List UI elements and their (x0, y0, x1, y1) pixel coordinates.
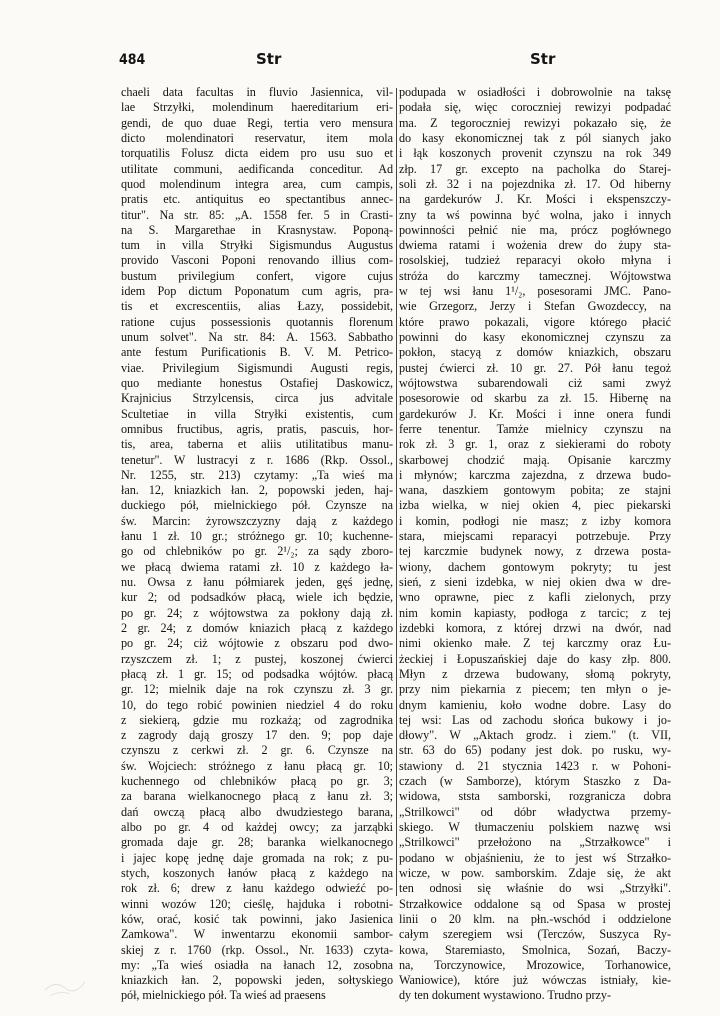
text-line: przy nim piekarnia z piecem; ten młyn o je- (399, 682, 671, 697)
text-line: tenetur". W lustracyi z r. 1686 (Rkp. Ossol., (121, 452, 393, 467)
text-line: w tej wsi łanu 1¹/₂, posesorami JMC. Pano- (399, 284, 671, 299)
right-text-column (399, 85, 671, 1004)
text-line: wana, daszkiem gontowym pobita; ze stajni (399, 483, 671, 498)
text-line: posesorowie od skarbu za zł. 15. Hibernę na (399, 391, 671, 406)
text-line: pratis etc. antiquitus eo spectantibus annec- (121, 192, 393, 207)
text-line: ków, orać, kosić tak powinni, jako Jasienica (121, 911, 393, 926)
text-line: gr. 12; mielnik daje na rok czynszu zł. 3 gr. (121, 682, 393, 697)
text-line: dy ten dokument wystawiono. Trudno przy- (399, 988, 611, 1003)
margin-smudge-mark (40, 960, 100, 1000)
text-line: stawiony d. 21 stycznia 1423 r. w Pohoni- (399, 758, 671, 773)
text-line: św. Wojciech: stróżnego z łanu płacą gr. 10; (121, 758, 393, 773)
text-line: nu. Owsa z łanu półmiarek jeden, gęś jednę, (121, 575, 393, 589)
text-line: żeckiej i Łopuszańskiej daje do kasy złp. 800. (399, 651, 671, 666)
text-line: tum in villa Stryłki Sigismundus Augustus (121, 238, 393, 253)
text-line: tis, area, taberna et aliis utilitatibus manu- (121, 437, 393, 452)
text-line: Strzałkowice oddalone są od Spasa w prostej (399, 896, 671, 911)
text-line: pustej ćwierci zł. 10 gr. 27. Pół łanu tegoż (399, 360, 671, 375)
text-line: bustum privilegium confert, vigore cujus (121, 268, 393, 283)
text-line: ten odnosi się właśnie do wsi „Strzyłki". (399, 881, 671, 896)
text-line: Scultetiae in villa Stryłki existentis, cum (121, 406, 393, 421)
text-line: my: „Ta wieś osiadła na łanach 12, zosobna (121, 957, 393, 972)
text-line: i jajec kopę jednę daje gromada na rok; z pu- (121, 850, 393, 865)
text-line: „Strilkowci" od dóbr władyctwa przemy- (399, 804, 671, 819)
page-number: 484 (119, 52, 146, 68)
text-line: dań owczą płacą albo dwudziestego barana, (121, 804, 393, 819)
text-line: i komin, podłogi nie masz; z izby komora (399, 513, 671, 528)
column-divider (396, 88, 397, 896)
text-line: izba wielka, w niej okien 4, piec piekarski (399, 498, 671, 513)
text-line: dnym kamieniu, koło wodne dobre. Lasy do (399, 697, 671, 712)
text-line: św. Marcin: żyrowszczyzny dają z każdego (121, 513, 393, 528)
text-line: po gr. 24; z wójtowstwa za pokłony dają zł. (121, 605, 393, 620)
text-line: z siekierą, gdzie mu rozkażą; od zagrodnika (121, 712, 393, 727)
text-line: do kasy ekonomicznej tak z pól sianych jako (399, 130, 671, 145)
text-line: kowa, Staremiasto, Smolnica, Sozań, Baczy- (399, 942, 671, 957)
text-line: nimi okienko małe. Z tej karczmy oraz Łu- (399, 636, 671, 651)
text-line: ante festum Purificationis B. V. M. Petrico- (121, 345, 393, 360)
text-line: Waniowice), które już wówczas istniały, kie- (399, 973, 671, 988)
text-line: ma. Z tegoroczniej rewizyi pokazało się, że (399, 115, 671, 130)
text-line: które prawo pokazali, vigore którego płacić (399, 314, 671, 329)
text-line: go od chlebników po gr. 2¹/₂; za sądy zboro- (121, 544, 393, 559)
text-line: na gardekurów J. Kr. Mości i ekspenszczy- (399, 192, 671, 207)
text-line: wicze, w pow. samborskim. Zdaje się, że akt (399, 865, 671, 880)
text-line: złp. 17 gr. excepto na pacholka do Starej- (399, 161, 671, 176)
text-line: chaeli data facultas in fluvio Jasiennica, vil- (121, 85, 393, 99)
text-line: tej wsi: Las od zachodu słońca bukowy i jo- (399, 712, 671, 727)
text-line: tis et excrescentiis, alias Łazy, possidebit, (121, 299, 393, 314)
text-line: 10, do tego robić powinien niedziel 4 do roku (121, 697, 393, 712)
text-line: i łąk koszonych provenit czynszu na rok 349 (399, 146, 671, 161)
text-line: pół, mielnickiego pół. Ta wieś ad praesens (121, 988, 326, 1003)
text-line: na S. Margarethae in Krasnystaw. Poponą- (121, 222, 393, 237)
text-line: stróża do karczmy tamecznej. Wójtowstwa (399, 268, 671, 283)
text-line: unum solvet". Na str. 84: A. 1563. Sabbatho (121, 330, 393, 344)
text-line: kur 2; od podsadków płacą, wiele ich będzie, (121, 590, 393, 605)
text-line: stych, koszonych łanów płacą z każdego na (121, 865, 393, 880)
text-line: gendi, de quo duae Regi, tertia vero mensura (121, 115, 393, 130)
text-line: kniazkich łan. 2, popowski jeden, sołtyskiego (121, 973, 393, 988)
text-line: str. 63 do 65) podany jest dok. po rusku, wy- (399, 743, 671, 758)
text-line: i młynów; karczma zajezdna, z drzewa budo- (399, 467, 671, 482)
text-line: quod molendinum integra area, cum campis, (121, 176, 393, 191)
text-line: tej karczmie budynek nowy, z drzewa posta- (399, 544, 671, 559)
text-line: Młyn z drzewa budowany, słomą pokryty, (399, 666, 671, 681)
text-line: wie Grzegorz, Jerzy i Stefan Gwozdeccy, na (399, 299, 671, 314)
text-line: na, Torczynowice, Mrozowice, Torhanowice, (399, 957, 671, 972)
text-line: podała się, więc coroczniej rewizyi podpadać (399, 100, 671, 115)
text-line: we płacą dwiema ratami zł. 10 z każdego ła- (121, 559, 393, 574)
text-line: titur". Na str. 85: „A. 1558 fer. 5 in Crasti- (121, 207, 393, 222)
text-line: „Strilkowci" przełożono na „Strzałkowce" i (399, 835, 671, 850)
text-line: ratione cujus possessionis quotannis florenum (121, 314, 393, 329)
text-line: gardekurów J. Kr. Mości i inne onera fundi (399, 406, 671, 421)
text-line: omnibus fructibus, agris, pratis, pascuis, hor- (121, 421, 393, 436)
text-line: rzyszczem zł. 1; z pustej, koszonej ćwierci (121, 651, 393, 666)
text-line: sień, z sieni izdebka, w niej okien dwa w dre- (399, 575, 671, 589)
text-line: za barana wielkanocnego płacą z łanu zł. 3; (121, 789, 393, 804)
running-title-left: Str (256, 50, 282, 68)
text-line: torquatilis Folusz dicta eidem pro usu suo et (121, 146, 393, 161)
text-line: ferre tenentur. Tamże mielnicy czynszu na (399, 421, 671, 436)
text-line: łanu 1 zł. 10 gr.; stróżnego gr. 10; kuchenne- (121, 529, 393, 544)
text-line: rok zł. 6; drew z łanu każdego odwieźć po- (121, 881, 393, 896)
text-line: skarbowej chodzić mają. Opisanie karczmy (399, 452, 671, 467)
text-line: lae Strzyłki, molendinum haereditarium eri- (121, 100, 393, 115)
text-line: płacą zł. 1 gr. 15; od podsadka wójtów. płacą (121, 666, 393, 681)
text-line: całym szeregiem wsi (Terczów, Suszyca Ry- (399, 927, 671, 942)
text-line: soli zł. 32 i na pojezdnika zł. 17. Od hiberny (399, 176, 671, 191)
text-line: z zagrody dają groszy 17 den. 9; pop daje (121, 728, 393, 743)
text-line: zny ta wś powinna być wolna, jako i innych (399, 207, 671, 222)
text-line: dicto molendinatori reservatur, item mola (121, 130, 393, 145)
text-line: winni wozów 120; cieślę, hajduka i robotni- (121, 896, 393, 911)
text-line: czach (w Samborze), którym Staszko z Da- (399, 774, 671, 789)
text-line: pokłon, stacyą z domów kniazkich, obszaru (399, 345, 671, 360)
text-line: podano w objaśnieniu, że to jest wś Strzałko- (399, 850, 671, 865)
text-line: provido Vasconi Poponi renovando illius com- (121, 253, 393, 268)
text-line: albo po gr. 4 od każdej owcy; za jarząbki (121, 820, 393, 834)
text-line: viae. Privilegium Sigismundi Augusti regis, (121, 360, 393, 375)
left-text-column (121, 85, 393, 1004)
text-line: kuchennego od chlebników płacą po gr. 3; (121, 774, 393, 789)
text-line: 2 gr. 24; z domów kniazich płacą z każdego (121, 620, 393, 635)
text-line: skiej z r. 1760 (rkp. Ossol., Nr. 1633) czyta- (121, 942, 393, 957)
text-line: izdebki komora, z której drzwi na dwór, nad (399, 620, 671, 635)
text-line: Nr. 1255, str. 213) czytamy: „Ta wieś ma (121, 467, 393, 482)
text-line: widowa, ststa samborski, rozgranicza dobra (399, 789, 671, 804)
text-line: wiony, dachem gontowym pokryty; tu jest (399, 559, 671, 574)
text-line: czynszu z cerkwi zł. 2 gr. 6. Czynsze na (121, 743, 393, 758)
text-line: skiego. W tłumaczeniu polskiem nazwę wsi (399, 820, 671, 834)
text-line: powinności pełnić nie ma, prócz pogłównego (399, 222, 671, 237)
text-line: Krajnicius Strzylcensis, circa jus advitale (121, 391, 393, 406)
text-line: powinni do kasy ekonomicznej czynszu za (399, 330, 671, 344)
text-line: nim komin kapiasty, podłoga z tarcic; z tej (399, 605, 671, 620)
text-line: podupada w osiadłości i dobrowolnie na taksę (399, 85, 671, 99)
text-line: rok zł. 3 gr. 1, oraz z siekierami do roboty (399, 437, 671, 452)
text-line: dwiema ratami i wożenia drew do żupy sta- (399, 238, 671, 253)
text-line: utilitate communi, aedificanda conceditur. Ad (121, 161, 393, 176)
text-line: gromada daje gr. 28; baranka wielkanocnego (121, 835, 393, 850)
text-line: idem Pop dictum Poponatum cum agris, pra- (121, 284, 393, 299)
text-line: po gr. 24; ciż wójtowie z obszaru pod dwo- (121, 636, 393, 651)
text-line: rosolskiej, tudzież reparacyi około młyna i (399, 253, 671, 268)
text-line: wno oprawne, piec z kafli zielonych, przy (399, 590, 671, 605)
text-line: łan. 12, kniazkich łan. 2, popowski jeden, haj- (121, 483, 393, 498)
text-line: linii o 20 klm. na płn.-wschód i oddzielone (399, 911, 671, 926)
text-line: stara, miejscami reparacyi potrzebuje. Przy (399, 529, 671, 544)
text-line: Zamkowa". W inwentarzu ekonomii sambor- (121, 927, 393, 942)
text-line: wójtowstwa subarendowali ciż sami zwyż (399, 375, 671, 390)
text-line: quo mediante honestus Ostafiej Daskowicz, (121, 375, 393, 390)
running-title-right: Str (530, 50, 556, 68)
text-line: duckiego pół, mielnickiego pół. Czynsze na (121, 498, 393, 513)
text-line: dłowy". W „Aktach grodz. i ziem." (t. VII, (399, 728, 671, 743)
